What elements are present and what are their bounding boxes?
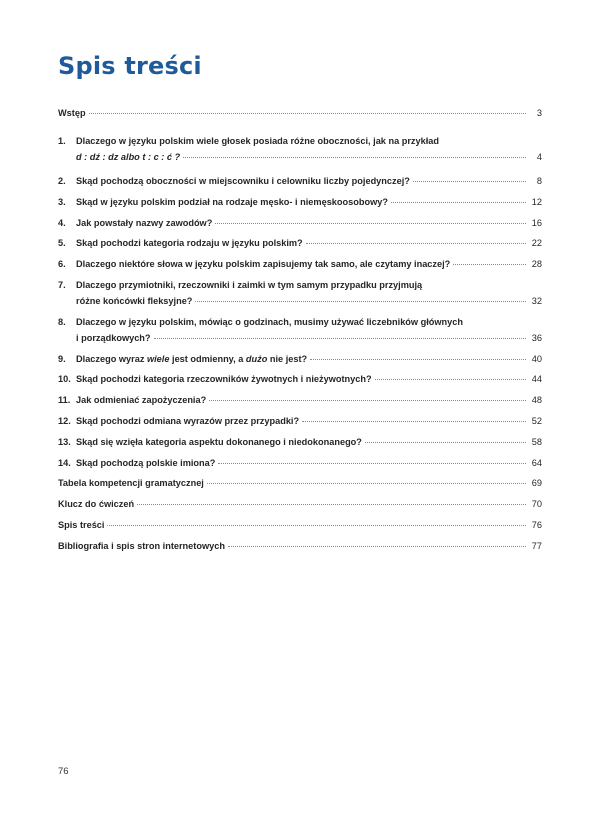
toc-entry-14[interactable] [58, 455, 542, 471]
toc-entry-2[interactable] [58, 173, 542, 189]
dot-leader [107, 524, 526, 526]
toc-entry-10[interactable] [58, 371, 542, 387]
toc-page-number: 3 [536, 108, 542, 118]
toc-page-number: 52 [531, 415, 542, 426]
toc-entry-title: Skąd pochodzą oboczności w miejscowniku i celowniku liczby pojedynczej? [76, 176, 410, 186]
toc-page-number: 8 [536, 176, 542, 186]
toc-entry-number: 14. [58, 457, 71, 468]
toc-entry-number: 5. [58, 238, 66, 249]
toc-entry-6[interactable] [58, 256, 542, 272]
dot-leader [375, 378, 526, 380]
toc-entry-1[interactable] [58, 133, 542, 165]
toc-entry-11[interactable] [58, 392, 542, 408]
title-part: Dlaczego wyraz [76, 353, 147, 364]
toc-entry-title-line1: Dlaczego przymiotniki, rzeczowniki i zaimki w tym samym przypadku przyjmują [76, 279, 423, 290]
title-emphasis: wiele [146, 353, 170, 364]
toc-entry-number: 3. [58, 196, 66, 207]
toc-page-number: 76 [531, 519, 542, 530]
toc-entry-title: Dlaczego niektóre słowa w języku polskim zapisujemy tak samo, ale czytamy inaczej? [76, 259, 451, 270]
toc-entry-number: 7. [58, 279, 66, 290]
toc-entry-title: Jak powstały nazwy zawodów? [76, 217, 213, 228]
page-number-footer: 76 [58, 766, 69, 777]
toc-entry-title [76, 351, 307, 367]
toc-entry-title: Skąd w języku polskim podział na rodzaje męsko- i niemęskoosobowy? [76, 196, 388, 207]
toc-entry-13[interactable] [58, 434, 542, 450]
toc-entry-number: 6. [58, 259, 66, 270]
toc-entry-title: Skąd pochodzi kategoria rzeczowników żywotnych i nieżywotnych? [76, 374, 372, 385]
toc-entry-title-line1: Dlaczego w języku polskim, mówiąc o godzinach, musimy używać liczebników głównych [76, 316, 463, 327]
toc-entry-12[interactable] [58, 413, 542, 429]
toc-page-number: 64 [531, 457, 542, 468]
toc-entry-title: Spis treści [58, 519, 105, 530]
toc-entry-number: 13. [58, 436, 71, 447]
toc-page-number: 77 [531, 540, 542, 551]
toc-entry-title: Skąd pochodzą polskie imiona? [76, 457, 216, 468]
toc-entry-number: 2. [58, 176, 66, 186]
toc-entry-klucz[interactable] [58, 496, 542, 512]
toc-entry-number: 11. [58, 395, 71, 406]
toc-entry-5[interactable] [58, 235, 542, 251]
toc-entry-title: Wstęp [58, 108, 86, 118]
toc-entry-4[interactable] [58, 215, 542, 231]
toc-entry-title-line1: Dlaczego w języku polskim wiele głosek posiada różne oboczności, jak na przykład [76, 136, 440, 146]
toc-entry-number: 10. [58, 374, 71, 385]
toc-page-number: 12 [531, 196, 542, 207]
page-title: Spis treści [58, 52, 202, 80]
toc-entry-title: d : dź : dz albo t : c : ć ? [76, 152, 181, 162]
toc-entry-tabela[interactable] [58, 475, 542, 491]
toc-entry-number: 12. [58, 415, 71, 426]
toc-entry-number: 8. [58, 316, 66, 327]
toc-entry-8[interactable] [58, 314, 542, 346]
title-part: nie jest? [267, 353, 308, 364]
toc-entry-title: różne końcówki fleksyjne? [76, 295, 193, 306]
dot-leader [306, 242, 526, 244]
dot-leader [183, 156, 526, 158]
toc-entry-title: Skąd pochodzi odmiana wyrazów przez przypadki? [76, 415, 300, 426]
dot-leader [89, 112, 526, 114]
dot-leader [215, 222, 526, 224]
toc-entry-title: Skąd się wzięła kategoria aspektu dokonanego i niedokonanego? [76, 436, 362, 447]
toc-entry-bibliografia[interactable] [58, 538, 542, 554]
dot-leader [413, 180, 526, 182]
dot-leader [209, 399, 526, 401]
toc-page-number: 22 [531, 238, 542, 249]
toc-page-number: 40 [531, 353, 542, 364]
toc-page-number: 44 [531, 374, 542, 385]
toc-entry-7[interactable] [58, 277, 542, 309]
dot-leader [365, 441, 526, 443]
toc-page-number: 4 [536, 152, 542, 162]
title-part: jest odmienny, a [169, 353, 246, 364]
toc-entry-title: Tabela kompetencji gramatycznej [58, 478, 204, 489]
toc-page-number: 48 [531, 395, 542, 406]
toc-page-number: 69 [531, 478, 542, 489]
dot-leader [453, 263, 526, 265]
toc-entry-spis[interactable] [58, 517, 542, 533]
toc-entry-number: 1. [58, 136, 66, 146]
dot-leader [137, 503, 526, 505]
table-of-contents [58, 105, 542, 554]
dot-leader [218, 462, 526, 464]
dot-leader [207, 482, 526, 484]
toc-entry-number: 9. [58, 353, 66, 364]
dot-leader [302, 420, 526, 422]
toc-entry-3[interactable] [58, 194, 542, 210]
toc-page-number: 28 [531, 259, 542, 270]
toc-entry-title: Klucz do ćwiczeń [58, 499, 135, 510]
toc-entry-title: Skąd pochodzi kategoria rodzaju w języku polskim? [76, 238, 303, 249]
toc-page-number: 70 [531, 499, 542, 510]
dot-leader [310, 358, 526, 360]
dot-leader [154, 337, 526, 339]
toc-page-number: 16 [531, 217, 542, 228]
toc-page-number: 32 [531, 295, 542, 306]
toc-entry-title: i porządkowych? [76, 332, 151, 343]
dot-leader [195, 300, 526, 302]
toc-entry-title: Jak odmieniać zapożyczenia? [76, 395, 207, 406]
title-emphasis: dużo [245, 353, 268, 364]
toc-page-number: 36 [531, 332, 542, 343]
toc-entry-title: Bibliografia i spis stron internetowych [58, 540, 225, 551]
dot-leader [391, 201, 526, 203]
dot-leader [228, 545, 526, 547]
toc-page-number: 58 [531, 436, 542, 447]
toc-entry-9[interactable] [58, 351, 542, 367]
toc-entry-number: 4. [58, 217, 66, 228]
toc-entry-wstep[interactable] [58, 105, 542, 121]
